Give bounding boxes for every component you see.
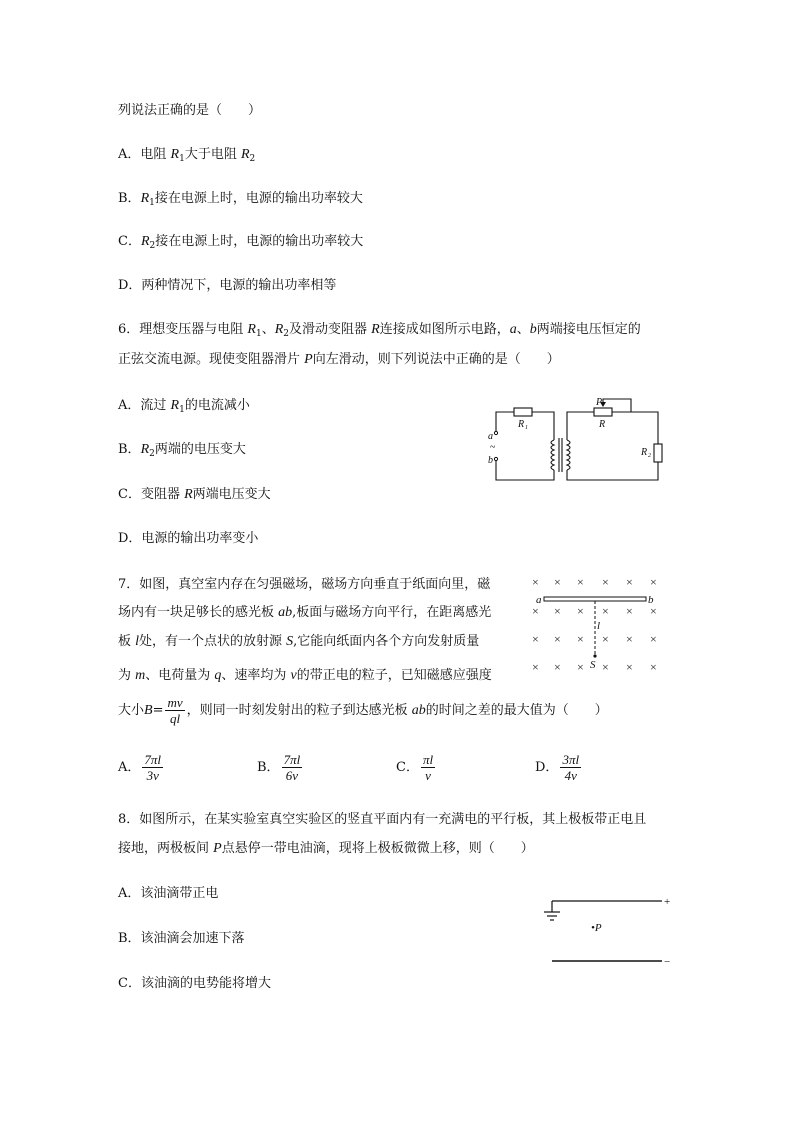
field-cross-mark: ×	[577, 632, 584, 646]
q6-stem-line1: 6．理想变压器与电阻 $R_1$、$R_2$及滑动变阻器 R连接成如图所示电路，a、b两端接电压恒定的	[118, 322, 641, 339]
field-cross-mark: ×	[602, 660, 609, 674]
field-cross-mark: ×	[602, 575, 609, 589]
q7-option-a: A． $\frac{7\pi l}{3v}$	[118, 752, 162, 783]
field-cross-mark: ×	[602, 632, 609, 646]
q7-stem-line2: 场内有一块足够长的感光板 ab,板面与磁场方向平行，在距离感光	[118, 605, 492, 620]
q6-option-a: A．流过 $R_1$的电流减小	[118, 398, 250, 415]
field-cross-mark: ×	[650, 575, 657, 589]
fig8-plus: +	[664, 896, 671, 908]
q7-option-d: D． $\frac{3\pi l}{4v}$	[535, 752, 580, 783]
q7-option-b: B． $\frac{7\pi l}{6v}$	[257, 752, 301, 783]
field-cross-mark: ×	[554, 604, 561, 618]
q6-option-c: C．变阻器 R两端电压变大	[118, 487, 271, 502]
q6-option-b: B．$R_2$两端的电压变大	[118, 442, 246, 459]
q7-stem-line5: 大小B= $\frac{mv}{ql}$ ，则同一时刻发射出的粒子到达感光板 ab的时间之差的最大值为（ ）	[118, 695, 608, 726]
fig7-label-a: a	[536, 594, 542, 606]
q5-option-c: C．$R_2$接在电源上时，电源的输出功率较大	[118, 234, 364, 251]
q6-stem-line2: 正弦交流电源。现使变阻器滑片 P向左滑动，则下列说法中正确的是（ ）	[118, 352, 560, 367]
q8-stem-line1: 8．如图所示，在某实验室真空实验区的竖直平面内有一充满电的平行板，其上极板带正电且	[118, 812, 647, 827]
fig6-label-tilde: ~	[490, 442, 496, 453]
field-cross-mark: ×	[650, 660, 657, 674]
field-cross-mark: ×	[626, 632, 633, 646]
field-cross-mark: ×	[532, 632, 539, 646]
q7-stem-line1: 7．如图，真空室内存在匀强磁场，磁场方向垂直于纸面向里，磁	[118, 577, 491, 592]
field-cross-mark: ×	[532, 575, 539, 589]
fig6-label-r2: R	[641, 447, 648, 458]
q8-option-a: A．该油滴带正电	[118, 886, 219, 901]
q8-option-c: C．该油滴的电势能将增大	[118, 976, 271, 991]
field-cross-mark: ×	[577, 604, 584, 618]
field-cross-mark: ×	[626, 575, 633, 589]
field-cross-mark: ×	[602, 604, 609, 618]
fig7-label-b: b	[648, 594, 654, 606]
q5-option-b: B．$R_1$接在电源上时，电源的输出功率较大	[118, 191, 363, 208]
field-cross-mark: ×	[650, 604, 657, 618]
q6-option-d: D．电源的输出功率变小	[118, 531, 259, 546]
q7-option-c: C． $\frac{\pi l}{v}$	[396, 752, 434, 783]
q5-option-d: D．两种情况下，电源的输出功率相等	[118, 278, 337, 293]
fig8-minus: −	[664, 956, 671, 968]
q7-stem-line3: 板 l处，有一个点状的放射源 S,它能向纸面内各个方向发射质量	[118, 634, 480, 649]
fig6-label-r1: R	[518, 419, 525, 430]
field-cross-mark: ×	[626, 660, 633, 674]
fig6-label-a: a	[488, 431, 493, 442]
transformer-circuit-figure	[486, 392, 666, 487]
intro-line: 列说法正确的是（ ）	[118, 103, 262, 118]
magnetic-field-figure	[526, 572, 666, 676]
field-cross-mark: ×	[554, 575, 561, 589]
fig8-point-p: •P	[591, 922, 602, 934]
fig6-label-r: R	[599, 419, 606, 430]
field-cross-mark: ×	[577, 660, 584, 674]
q5-option-a: A．电阻 $R_1$大于电阻 $R_2$	[118, 147, 256, 164]
fig6-label-r2-sub: 2	[648, 453, 651, 459]
field-cross-mark: ×	[532, 604, 539, 618]
field-cross-mark: ×	[554, 632, 561, 646]
field-cross-mark: ×	[650, 632, 657, 646]
parallel-plates-figure	[540, 892, 675, 972]
fig7-label-s: S	[590, 659, 596, 671]
fig7-label-l: l	[597, 620, 601, 632]
fig6-label-r1-sub: 1	[525, 425, 528, 431]
fig6-label-p: P	[596, 397, 603, 408]
q7-stem-line4: 为 m、电荷量为 q、速率均为 v的带正电的粒子，已知磁感应强度	[118, 668, 492, 683]
q8-stem-line2: 接地，两极板间 P点悬停一带电油滴，现将上极板微微上移，则（ ）	[118, 841, 534, 856]
q8-option-b: B．该油滴会加速下落	[118, 931, 245, 946]
fig6-label-b: b	[488, 455, 493, 466]
field-cross-mark: ×	[532, 660, 539, 674]
q7-b-fraction: $\frac{mv}{ql}$	[167, 695, 183, 726]
field-cross-mark: ×	[554, 660, 561, 674]
field-cross-mark: ×	[626, 604, 633, 618]
field-cross-mark: ×	[577, 575, 584, 589]
